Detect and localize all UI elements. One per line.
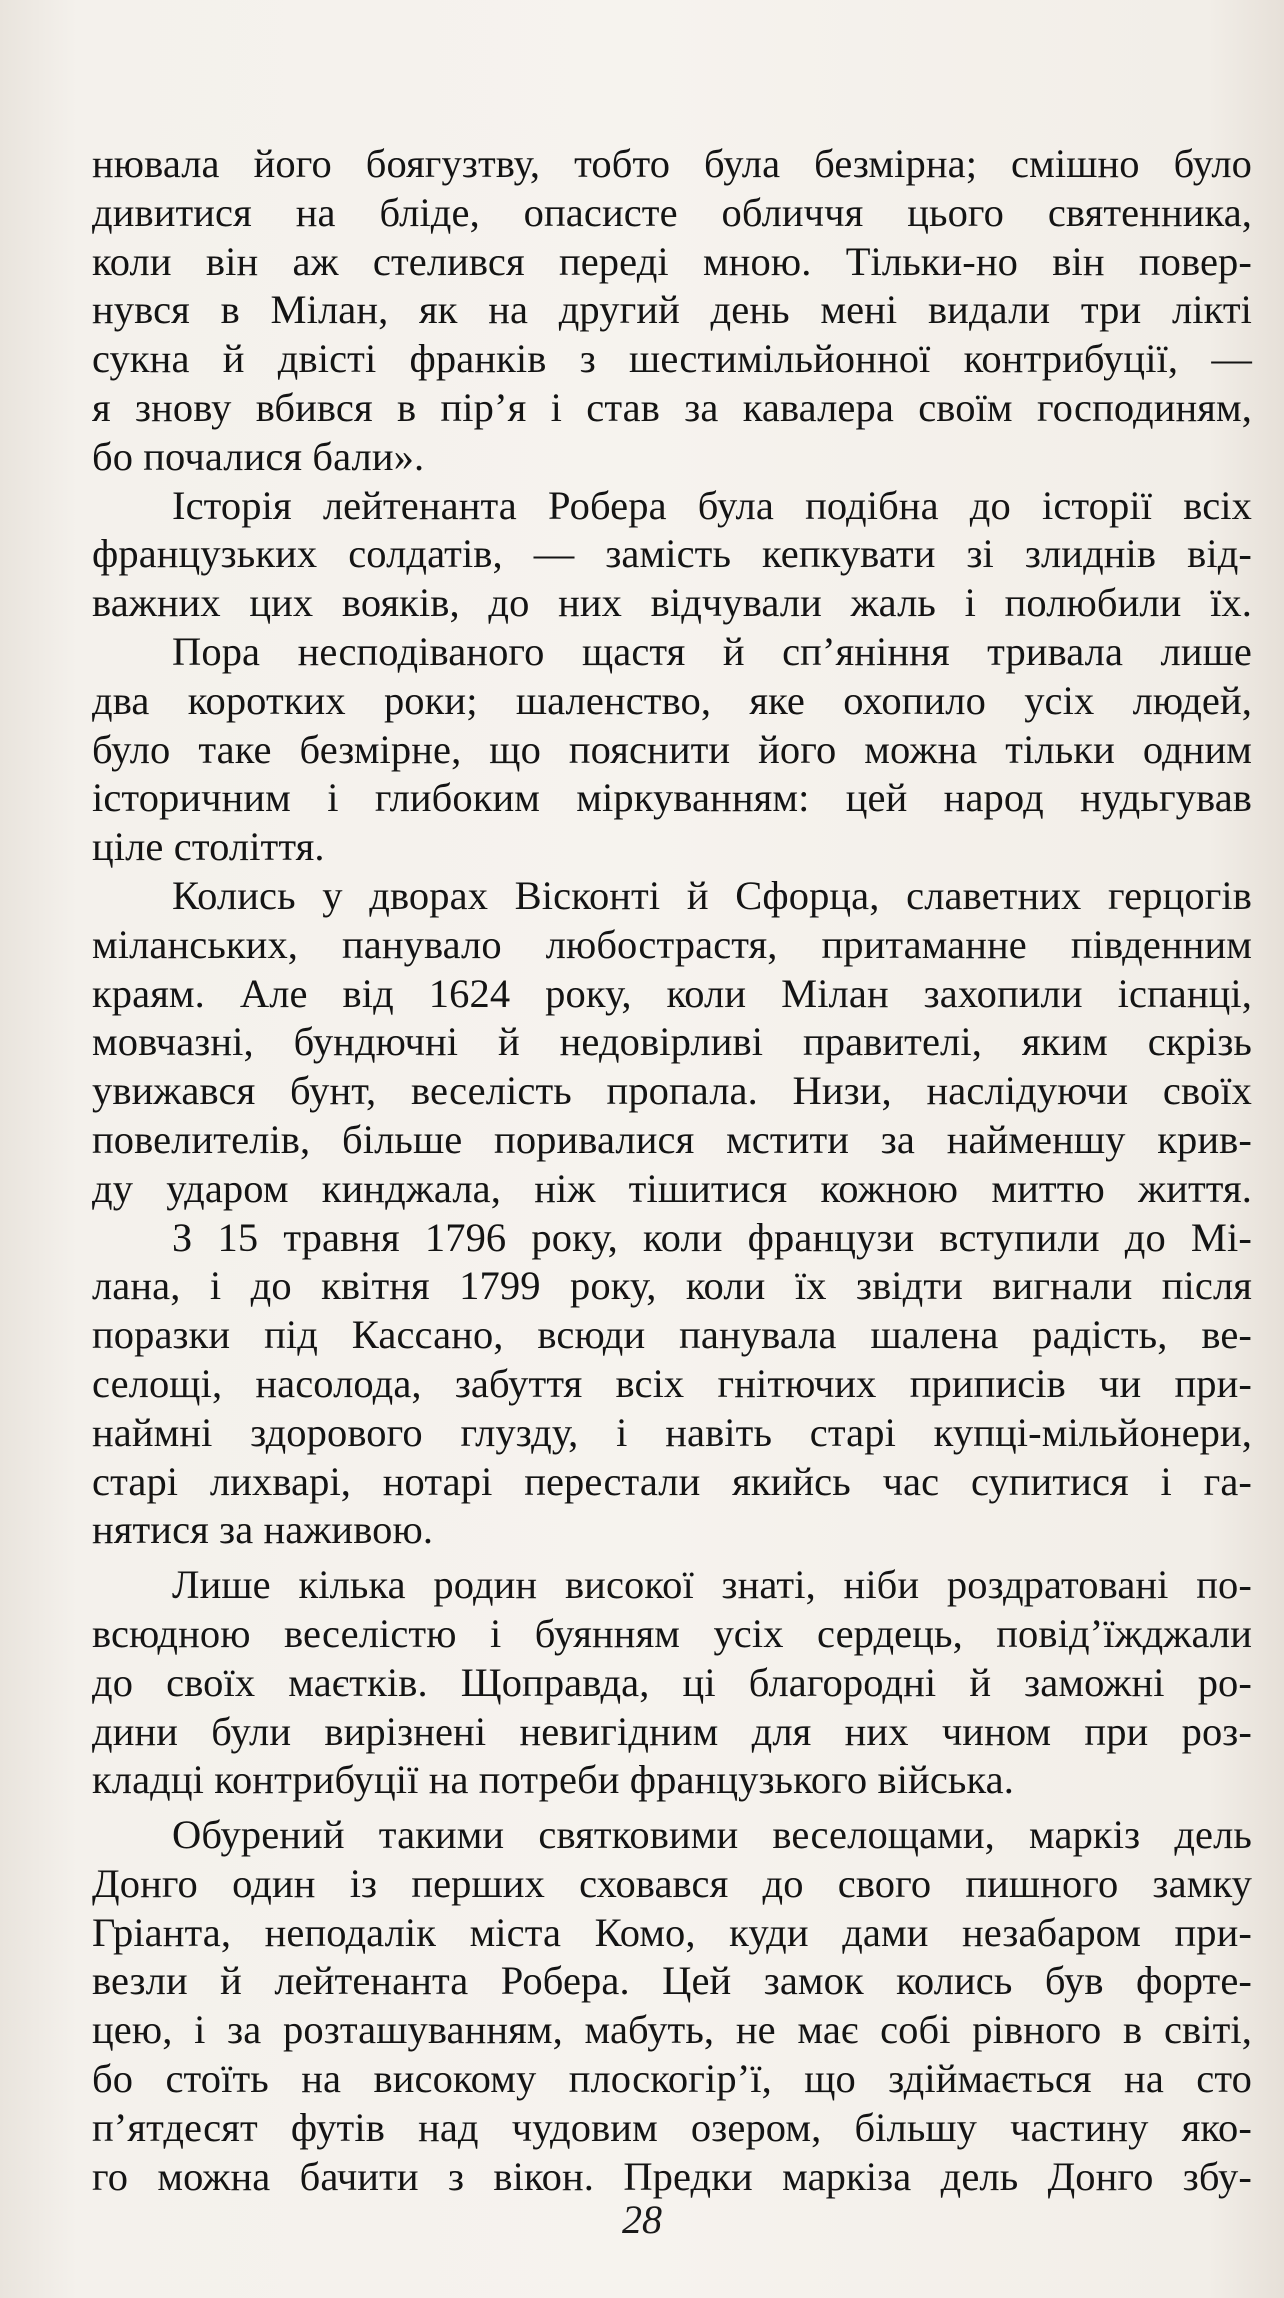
text-line: коли він аж стелився переді мною. Тільки-но він повер- (92, 238, 1252, 284)
text-line: французьких солдатів, — замість кепкувати зі злиднів від- (92, 531, 1252, 577)
text-line: дини були вирізнені невигідним для них чином при роз- (92, 1708, 1252, 1754)
text-line: нятися за наживою. (92, 1507, 434, 1553)
text-line: бо почалися бали». (92, 433, 425, 479)
text-line: Донго один із перших сховався до свого пишного замку (92, 1860, 1252, 1906)
text-line: я знову вбився в пір’я і став за кавалера своїм господиням, (92, 384, 1252, 430)
text-line: наймні здорового глузду, і навіть старі купці-мільйонери, (92, 1409, 1252, 1455)
text-line: Історія лейтенанта Робера була подібна до історії всіх (172, 482, 1252, 528)
text-line: два коротких роки; шаленство, яке охопило усіх людей, (92, 677, 1252, 723)
body-text (92, 140, 1252, 2201)
text-line: всюдною веселістю і буянням усіх сердець, повід’їжджали (92, 1610, 1252, 1656)
text-line: цею, і за розташуванням, мабуть, не має собі рівного в світі, (92, 2007, 1252, 2053)
text-line: Пора несподіваного щастя й сп’яніння тривала лише (172, 628, 1252, 674)
text-line: було таке безмірне, що пояснити його можна тільки одним (92, 726, 1252, 772)
text-line: міланських, панувало любострастя, притаманне південним (92, 921, 1252, 967)
text-line: З 15 травня 1796 року, коли французи вступили до Мі- (172, 1214, 1252, 1260)
text-line: дивитися на бліде, опасисте обличчя цього святенника, (92, 189, 1252, 235)
text-line: сукна й двісті франків з шестимільйонної контрибуції, — (92, 336, 1252, 382)
text-line: бо стоїть на високому плоскогір’ї, що здіймається на сто (92, 2056, 1252, 2102)
text-line: нювала його боягузтву, тобто була безмірна; смішно було (92, 141, 1252, 186)
text-line: краям. Але від 1624 року, коли Мілан захопили іспанці, (92, 970, 1252, 1016)
text-line: ду ударом кинджала, ніж тішитися кожною миттю життя. (92, 1165, 1252, 1211)
text-line: лана, і до квітня 1799 року, коли їх звідти вигнали після (92, 1263, 1252, 1309)
text-line: п’ятдесят футів над чудовим озером, більшу частину яко- (92, 2104, 1252, 2150)
text-line: кладці контрибуції на потреби французького війська. (92, 1757, 1014, 1803)
text-line: ціле століття. (92, 824, 325, 870)
text-line: везли й лейтенанта Робера. Цей замок колись був форте- (92, 1958, 1252, 2004)
text-line: го можна бачити з вікон. Предки маркіза дель Донго збу- (92, 2153, 1252, 2199)
text-line: Гріанта, неподалік міста Комо, куди дами незабаром при- (92, 1909, 1252, 1955)
text-line: до своїх маєтків. Щоправда, ці благородні й заможні ро- (92, 1659, 1252, 1705)
text-line: мовчазні, бундючні й недовірливі правителі, яким скрізь (92, 1019, 1252, 1065)
text-line: селощі, насолода, забуття всіх гнітючих приписів чи при- (92, 1360, 1252, 1406)
text-line: важних цих вояків, до них відчували жаль і полюбили їх. (92, 580, 1252, 626)
text-line: повелителів, більше поривалися мстити за найменшу крив- (92, 1116, 1252, 1162)
text-line: Колись у дворах Вісконті й Сфорца, славетних герцогів (172, 872, 1252, 918)
text-line: історичним і глибоким міркуванням: цей народ нудьгував (92, 775, 1252, 821)
text-line: увижався бунт, веселість пропала. Низи, наслідуючи своїх (92, 1068, 1252, 1114)
text-line: нувся в Мілан, як на другий день мені видали три лікті (92, 287, 1252, 333)
text-line: Лише кілька родин високої знаті, ніби роздратовані по- (172, 1562, 1252, 1608)
text-line: старі лихварі, нотарі перестали якийсь час супитися і га- (92, 1458, 1252, 1504)
text-line: поразки під Кассано, всюди панувала шалена радість, ве- (92, 1312, 1252, 1358)
page-number: 28 (622, 2197, 662, 2242)
text-line: Обурений такими святковими веселощами, маркіз дель (172, 1812, 1252, 1858)
